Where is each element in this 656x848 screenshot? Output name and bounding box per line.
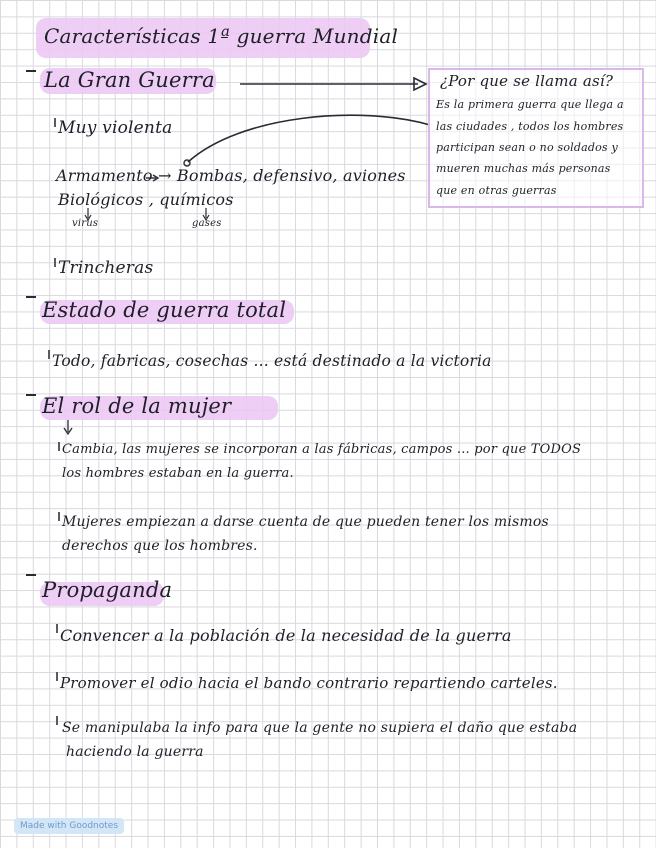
mujer-item2-line2: derechos que los hombres.: [62, 538, 258, 554]
item-tick: [56, 672, 58, 681]
note-virus: virus: [72, 218, 99, 229]
note-box-line: Es la primera guerra que llega a: [436, 98, 624, 111]
propaganda-item3-line2: haciendo la guerra: [66, 744, 204, 760]
item-tick: [56, 624, 58, 633]
item-trincheras: Trincheras: [58, 258, 154, 278]
item-tick: [54, 118, 56, 127]
note-box-question: ¿Por que se llama así?: [440, 72, 614, 90]
section-dash: [26, 394, 36, 396]
item-tick: [54, 258, 56, 267]
estado-line: Todo, fabricas, cosechas ... está destinado a la victoria: [52, 352, 492, 370]
propaganda-item3-line1: Se manipulaba la info para que la gente no supiera el daño que estaba: [62, 720, 578, 736]
propaganda-item1: Convencer a la población de la necesidad de la guerra: [60, 626, 512, 645]
mujer-item1-line2: los hombres estaban en la guerra.: [62, 466, 294, 481]
item-tick: [58, 512, 60, 521]
section-heading-gran-guerra: La Gran Guerra: [44, 68, 215, 92]
section-heading-propaganda: Propaganda: [42, 578, 173, 602]
mujer-item2-line1: Mujeres empiezan a darse cuenta de que pueden tener los mismos: [62, 514, 549, 530]
section-heading-mujer: El rol de la mujer: [42, 394, 232, 418]
item-armamento: Armamento → Bombas, defensivo, aviones: [56, 166, 406, 185]
item-armas-tipo: Biológicos , químicos: [58, 190, 234, 209]
section-dash: [26, 296, 36, 298]
note-box-line: participan sean o no soldados y: [436, 141, 618, 154]
section-dash: [26, 574, 36, 576]
goodnotes-badge: Made with Goodnotes: [14, 818, 124, 834]
note-box-line: mueren muchas más personas: [436, 162, 611, 175]
note-box-line: que en otras guerras: [436, 184, 557, 197]
note-gases: gases: [192, 218, 222, 229]
item-tick: [58, 442, 60, 451]
item-tick: [56, 716, 58, 725]
page-title: Características 1ª guerra Mundial: [44, 24, 399, 48]
item-muy-violenta: Muy violenta: [58, 118, 173, 138]
mujer-item1-line1: Cambia, las mujeres se incorporan a las fábricas, campos ... por que TODOS: [62, 442, 582, 457]
item-tick: [48, 350, 50, 359]
propaganda-item2: Promover el odio hacia el bando contrario repartiendo carteles.: [60, 674, 558, 692]
note-box-line: las ciudades , todos los hombres: [436, 120, 624, 133]
section-heading-estado: Estado de guerra total: [42, 298, 287, 322]
